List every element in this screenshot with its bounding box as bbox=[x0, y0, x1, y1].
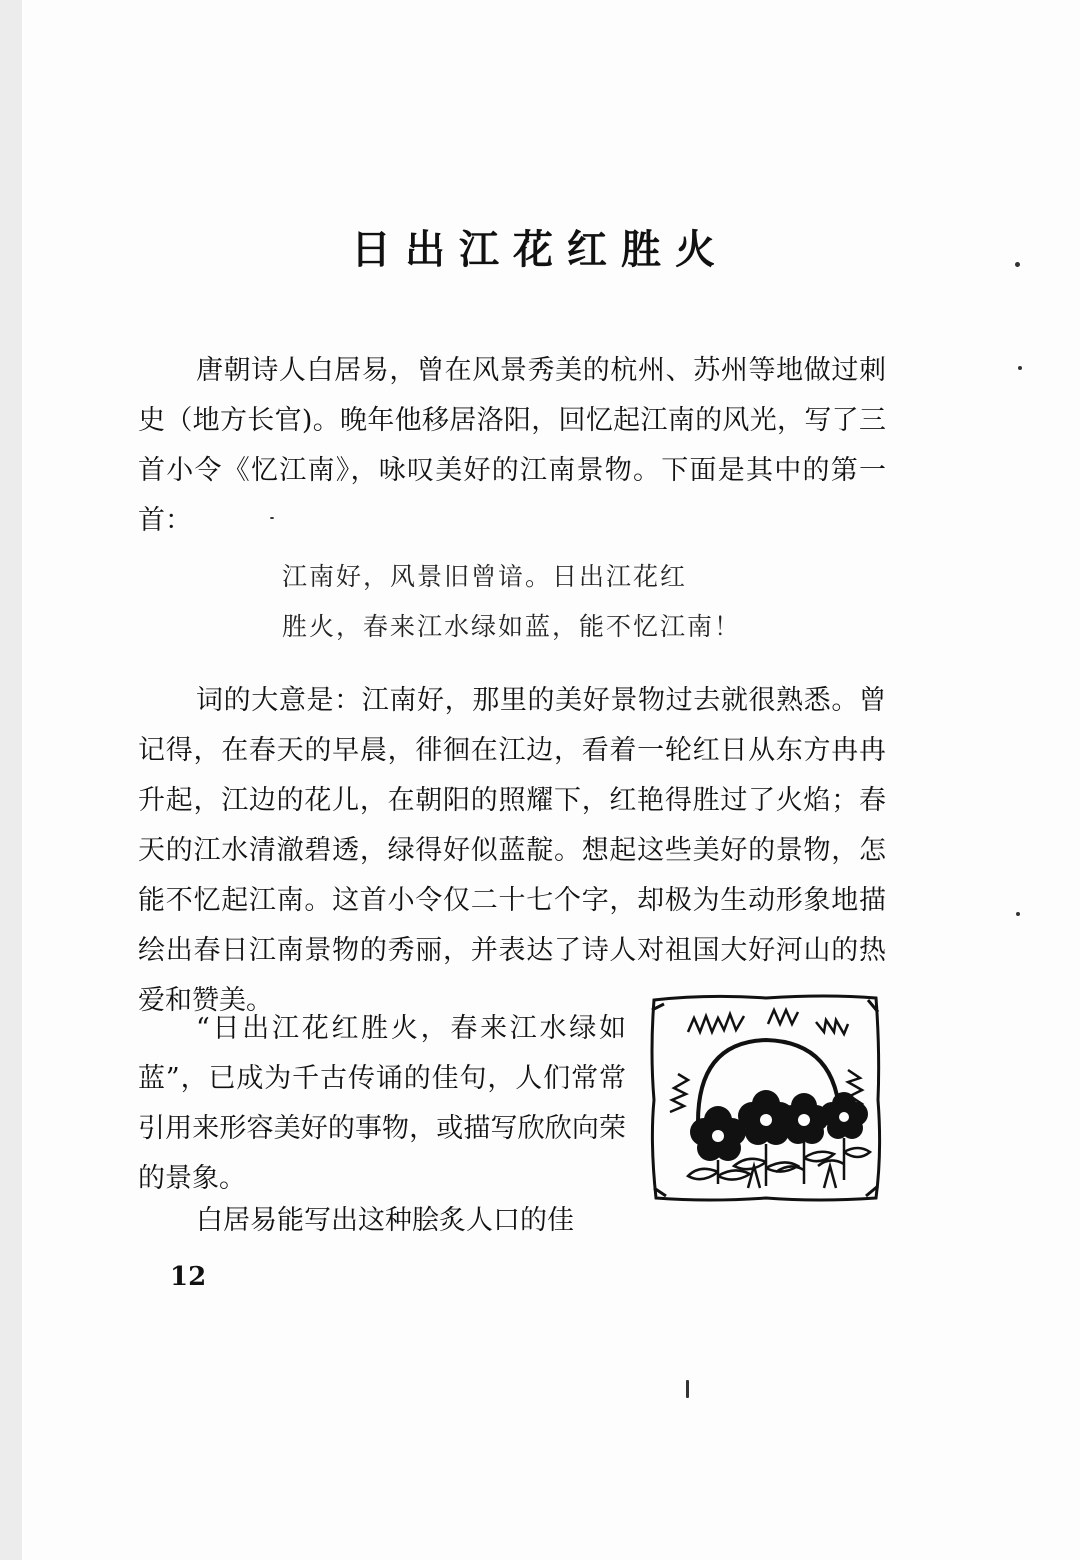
page-number: 12 bbox=[170, 1262, 207, 1292]
flower-group bbox=[690, 1090, 868, 1161]
scan-mark bbox=[686, 1380, 689, 1398]
quote-paragraph: “日出江花红胜火，春来江水绿如蓝”，已成为千古传诵的佳句，人们常常引用来形容美好的事物，或描写欣欣向荣的景象。 bbox=[138, 1013, 626, 1194]
scan-speck bbox=[1018, 366, 1022, 370]
intro-paragraph: 唐朝诗人白居易，曾在风景秀美的杭州、苏州等地做过刺史（地方长官)。晚年他移居洛阳，回忆起江南的风光，写了三首小令《忆江南》，咏叹美好的江南景物。下面是其中的第一首： bbox=[138, 355, 886, 536]
sun-rays-top-left bbox=[688, 1014, 744, 1032]
scan-speck bbox=[270, 517, 274, 519]
sun-rays-top bbox=[768, 1010, 798, 1024]
poem-block bbox=[282, 552, 842, 652]
last-paragraph: 白居易能写出这种脍炙人口的佳 bbox=[196, 1205, 574, 1236]
page-title: 日出江花红胜火 bbox=[351, 227, 729, 273]
meaning-paragraph: 词的大意是：江南好，那里的美好景物过去就很熟悉。曾记得，在春天的早晨，徘徊在江边，看着一轮红日从东方冉冉升起，江边的花儿，在朝阳的照耀下，红艳得胜过了火焰；春天的江水清澈碧透，绿得好似蓝靛。想起这些美好的景物，怎能不忆起江南。这首小令仅二十七个字，却极为生动形象地描绘出春日江南景物的秀丽，并表达了诗人对祖国大好河山的热爱和赞美。 bbox=[138, 685, 886, 1016]
scan-speck bbox=[1016, 912, 1020, 916]
sun-rays-left bbox=[670, 1074, 688, 1112]
poem-line-2: 胜火，春来江水绿如蓝，能不忆江南！ bbox=[282, 612, 742, 641]
poem-line-1: 江南好，风景旧曾谙。日出江花红 bbox=[282, 562, 688, 591]
scan-speck bbox=[1015, 262, 1020, 267]
sunrise-flowers-illustration bbox=[648, 992, 884, 1206]
sun-rays-top-right bbox=[816, 1020, 848, 1034]
flower-4-icon bbox=[820, 1092, 868, 1139]
